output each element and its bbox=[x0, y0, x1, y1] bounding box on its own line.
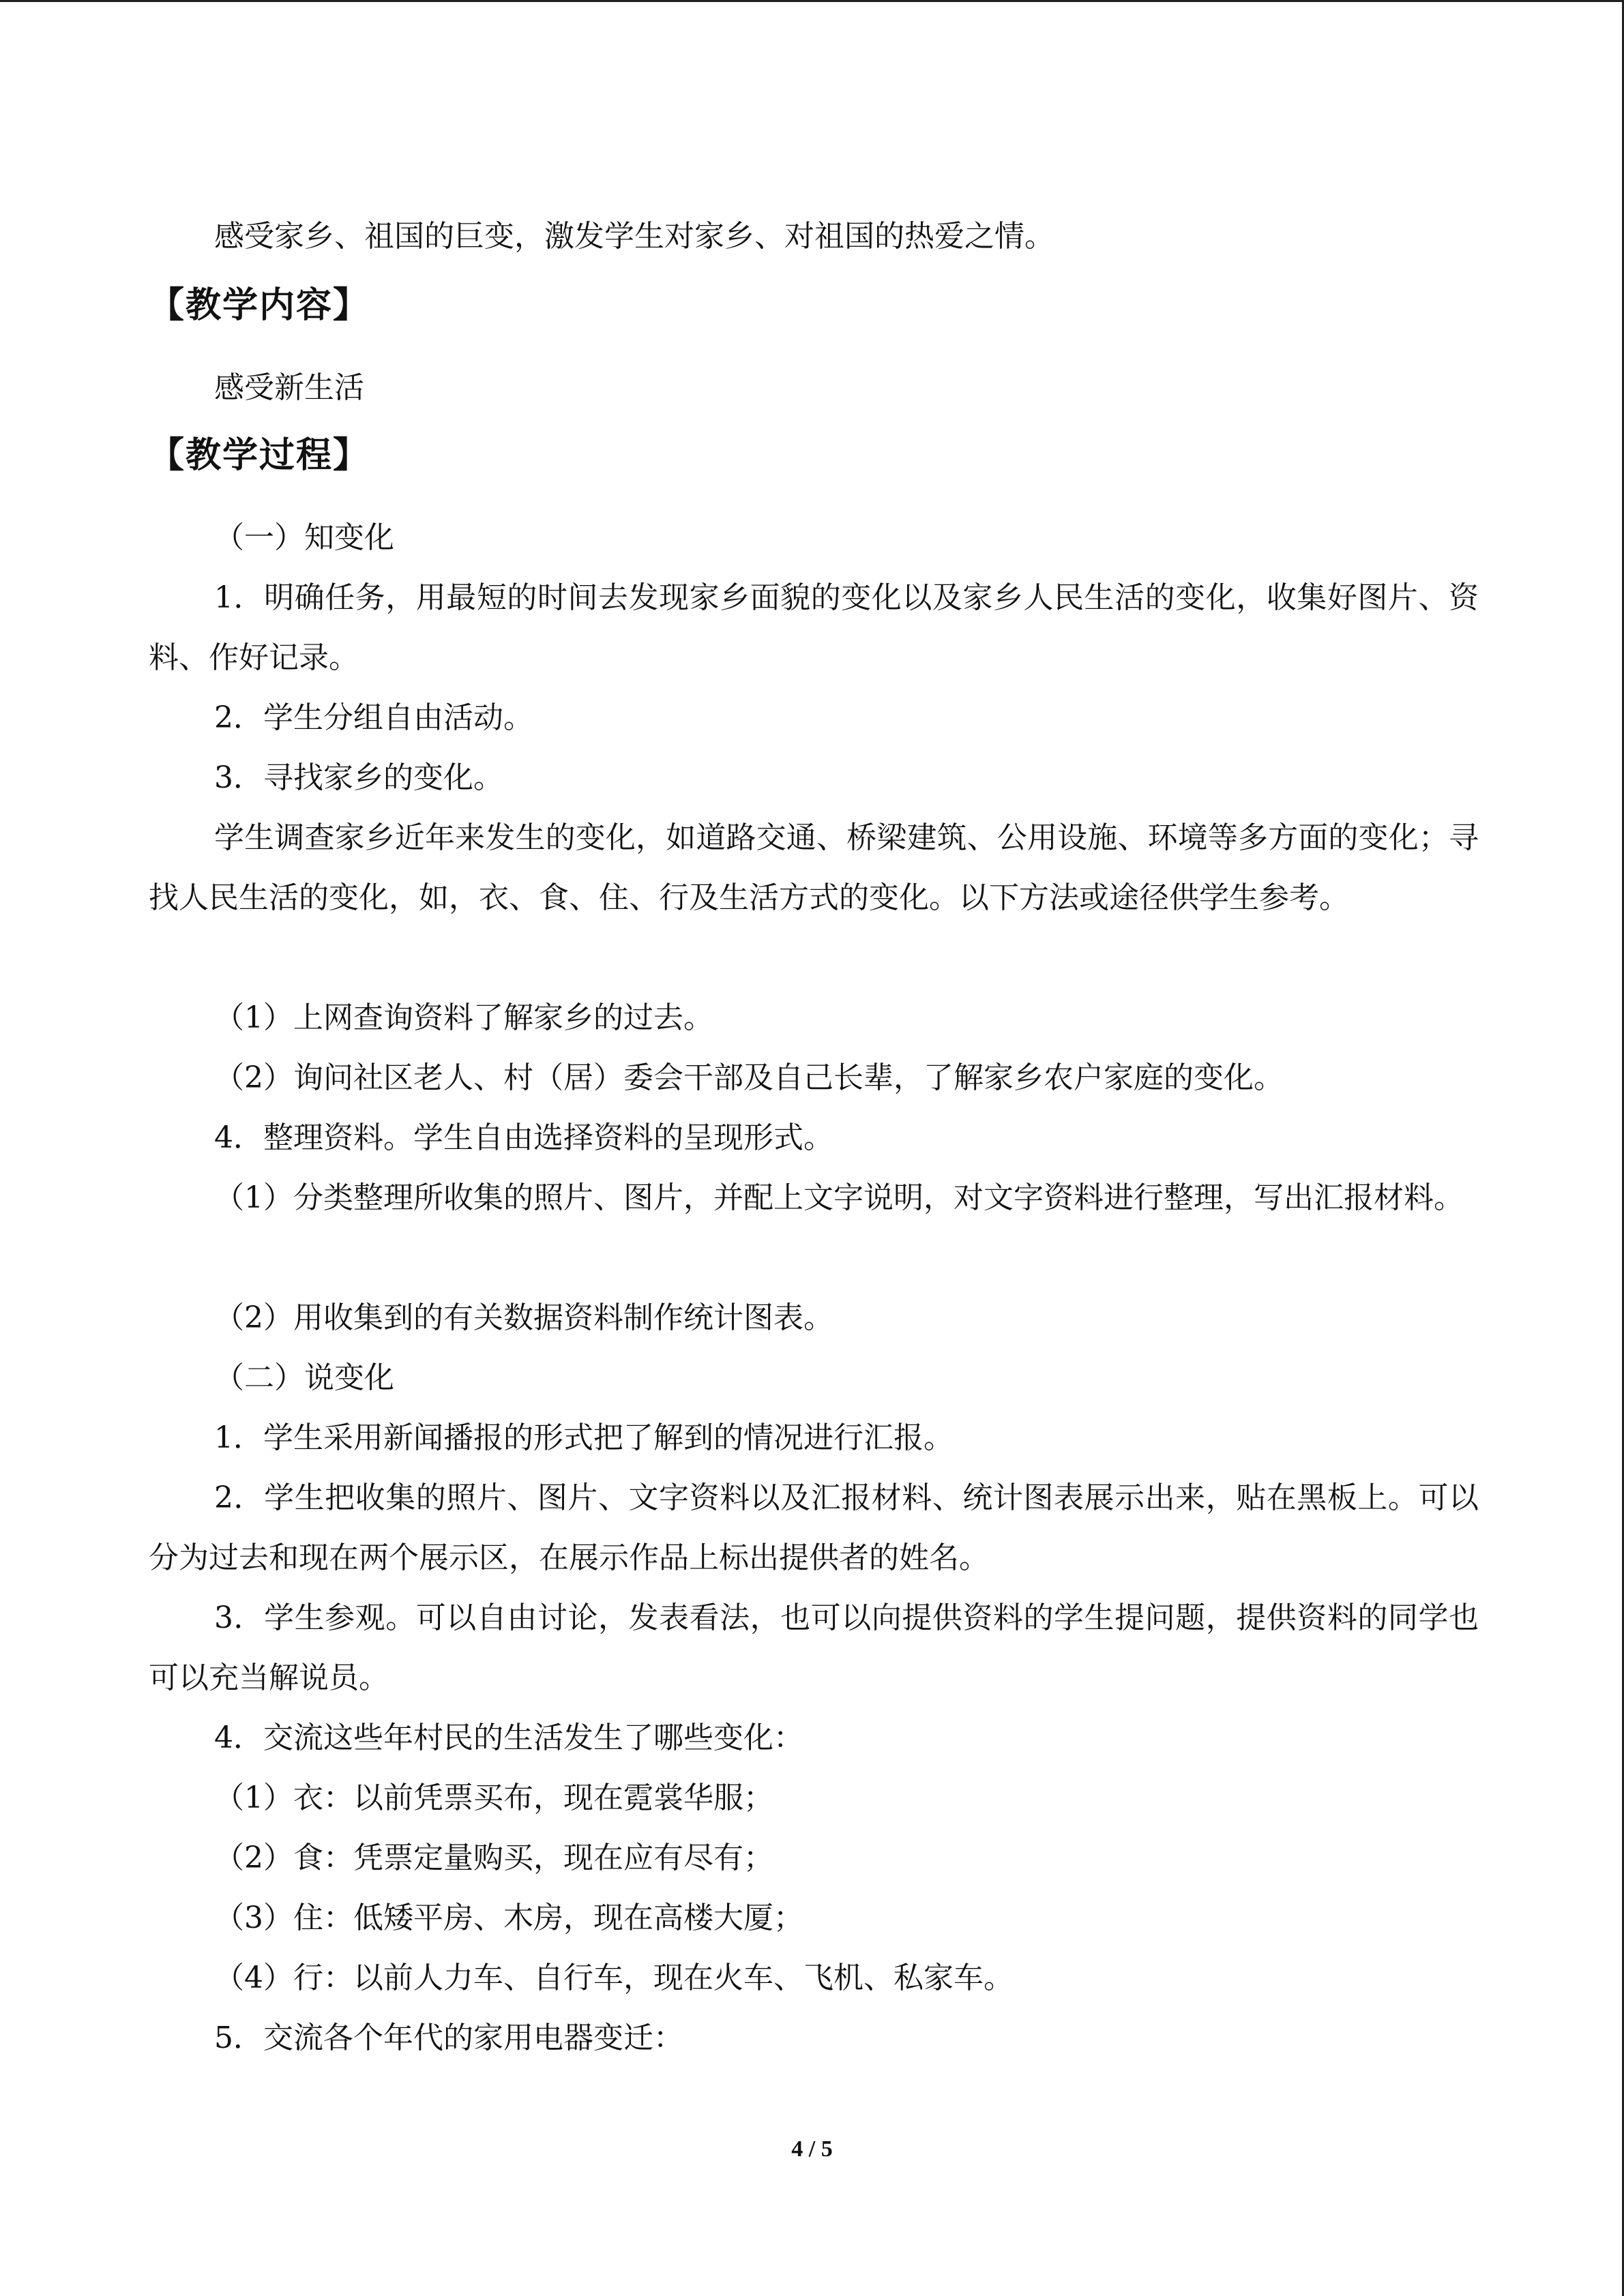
process-paragraph: （1）衣：以前凭票买布，现在霓裳华服； bbox=[214, 1780, 773, 1815]
process-paragraph: 2．学生把收集的照片、图片、文字资料以及汇报材料、统计图表展示出来，贴在黑板上。可以分为过去和现在两个展示区，在展示作品上标出提供者的姓名。 bbox=[149, 1480, 1479, 1575]
section-heading-content: 【教学内容】 bbox=[149, 285, 370, 326]
process-paragraph: 4．交流这些年村民的生活发生了哪些变化： bbox=[214, 1720, 803, 1755]
page-number: 4 / 5 bbox=[791, 2136, 833, 2162]
process-paragraph: （二）说变化 bbox=[214, 1360, 394, 1395]
process-paragraph: （1）分类整理所收集的照片、图片，并配上文字说明，对文字资料进行整理，写出汇报材料。 bbox=[214, 1180, 1464, 1215]
process-paragraph: 2．学生分组自由活动。 bbox=[214, 700, 533, 735]
process-paragraph: 3．学生参观。可以自由讨论，发表看法，也可以向提供资料的学生提问题，提供资料的同学也可以充当解说员。 bbox=[149, 1600, 1479, 1695]
section-content-text: 感受新生活 bbox=[214, 370, 364, 405]
process-paragraph: 5．交流各个年代的家用电器变迁： bbox=[214, 2021, 683, 2055]
process-paragraph: （一）知变化 bbox=[214, 520, 394, 555]
process-paragraph: （2）食：凭票定量购买，现在应有尽有； bbox=[214, 1840, 773, 1875]
process-paragraph: （3）住：低矮平房、木房，现在高楼大厦； bbox=[214, 1900, 803, 1935]
section-heading-process: 【教学过程】 bbox=[149, 435, 370, 476]
process-paragraph: （4）行：以前人力车、自行车，现在火车、飞机、私家车。 bbox=[214, 1960, 1014, 1995]
process-paragraph: 学生调查家乡近年来发生的变化，如道路交通、桥梁建筑、公用设施、环境等多方面的变化；寻找人民生活的变化，如，衣、食、住、行及生活方式的变化。以下方法或途径供学生参考。 bbox=[149, 820, 1479, 915]
process-paragraph: 1．明确任务，用最短的时间去发现家乡面貌的变化以及家乡人民生活的变化，收集好图片、资料、作好记录。 bbox=[149, 580, 1479, 675]
process-paragraph: （2）用收集到的有关数据资料制作统计图表。 bbox=[214, 1300, 833, 1335]
process-paragraph: （1）上网查询资料了解家乡的过去。 bbox=[214, 1000, 713, 1035]
process-paragraph: 1．学生采用新闻播报的形式把了解到的情况进行汇报。 bbox=[214, 1420, 954, 1455]
intro-paragraph: 感受家乡、祖国的巨变，激发学生对家乡、对祖国的热爱之情。 bbox=[214, 219, 1054, 254]
process-paragraph: 3．寻找家乡的变化。 bbox=[214, 760, 503, 795]
process-paragraph: 4．整理资料。学生自由选择资料的呈现形式。 bbox=[214, 1120, 833, 1155]
process-paragraph: （2）询问社区老人、村（居）委会干部及自己长辈，了解家乡农户家庭的变化。 bbox=[214, 1060, 1284, 1095]
